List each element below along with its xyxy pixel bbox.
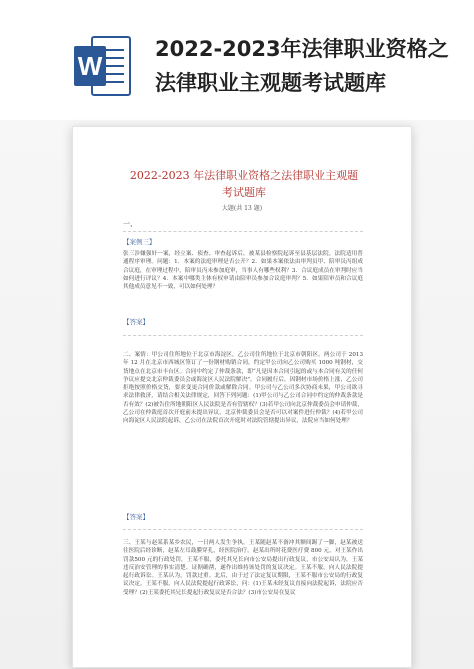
document-title: 2022-2023 年法律职业资格之法律职业主观题考试题库: [129, 169, 359, 199]
divider: [123, 335, 363, 336]
section-number: 一、: [123, 220, 137, 228]
case-label: 【案例三】: [123, 238, 156, 246]
header-banner: [0, 0, 474, 120]
header-title: 2022-2023年法律职业资格之法律职业主观题考试题库: [155, 37, 449, 95]
word-logo-letter: W: [77, 51, 103, 81]
case-text: 二、案情：甲公司住所地位于北京市海淀区，乙公司住所地位于北京市朝阳区。两公司于 2013 年 12 月在北京市西城区签订了一份钢材购销合同，约定甲公司向乙公司购买 1000 吨钢材，交货地点在北京市丰台区。合同中约定了仲裁条款，即“凡是因本合同引起的或与本合同有关的任何争议应提交北京仲裁委员会或海淀区人民法院解决”。合同履行后，因钢材市场价格上涨，乙公司拒绝按照价格交货，要求变更合同价款或解除合同。甲公司与乙公司多次协商未果，甲公司欲寻求法律救济，请结合相关法律规定，回答下列问题：(1)甲公司与乙公司合同中约定的仲裁条款是否有效？(2)被告住所地朝阳区人民法院是否有管辖权？(3)若甲公司向北京仲裁委员会申请仲裁，乙公司在仲裁庭首次开庭前未提出异议，北京仲裁委员会是否可以对案件进行仲裁？(4)若甲公司向海淀区人民法院起诉，乙公司在法院首次开庭时对法院管辖提出异议，法院应当如何处理？: [123, 352, 363, 425]
case-text: 三、王某与赵某系某乡农民，一日两人发生争执，王某随赵某不备冲其额间踢了一脚，赵某被送往医院后经诊断，赵某左耳鼓膜穿孔，经医院治疗，赵某出所时花费医疗费 800 元。对王某作出罚款500 元的行政处罚，王某不服，委托其兄长向市公安局提出行政复议，市公安局认为，王某违反治安管理的事实清楚、证据确凿，遂作出维持该处罚的复议决定。王某不服，向人民法院提起行政诉讼。王某认为，罚款过重。北后，由于过了法定复议期限，王某不服市公安局的行政复议决定。王某不服，向人民法院提起行政诉讼，问：(1)王某未经复议直接向法院起诉，法院应否受理？(2)王某委托其兄长提起行政复议是否合法？(3)市公安局在复议: [123, 540, 363, 596]
document-page: [72, 126, 412, 668]
case-text: 张三涉嫌强奸一案，经立案、侦查、审查起诉后，被某县检察院起诉至县基层法院。法院适用普通程序审理。问题：1．本案的法庭审理是否公开？2．如果本案依法由审判员甲、陪审员丙组成合议庭，在审理过程中，陪审员丙未参加庭审，当事人有哪些权利？3．合议庭成员在审判时应当如何进行评议？4．本案中哪类主体有权申请由陪审员参加合议庭审判？5．如果陪审员和合议庭其他成员意见不一致，可以如何处理？: [123, 251, 363, 291]
answer-label: 【答案】: [123, 513, 149, 521]
divider: [123, 529, 363, 530]
answer-label: 【答案】: [123, 318, 149, 326]
question-count: 大题(共 13 题): [221, 205, 263, 212]
divider: [123, 231, 363, 232]
word-document-icon: [74, 34, 132, 98]
